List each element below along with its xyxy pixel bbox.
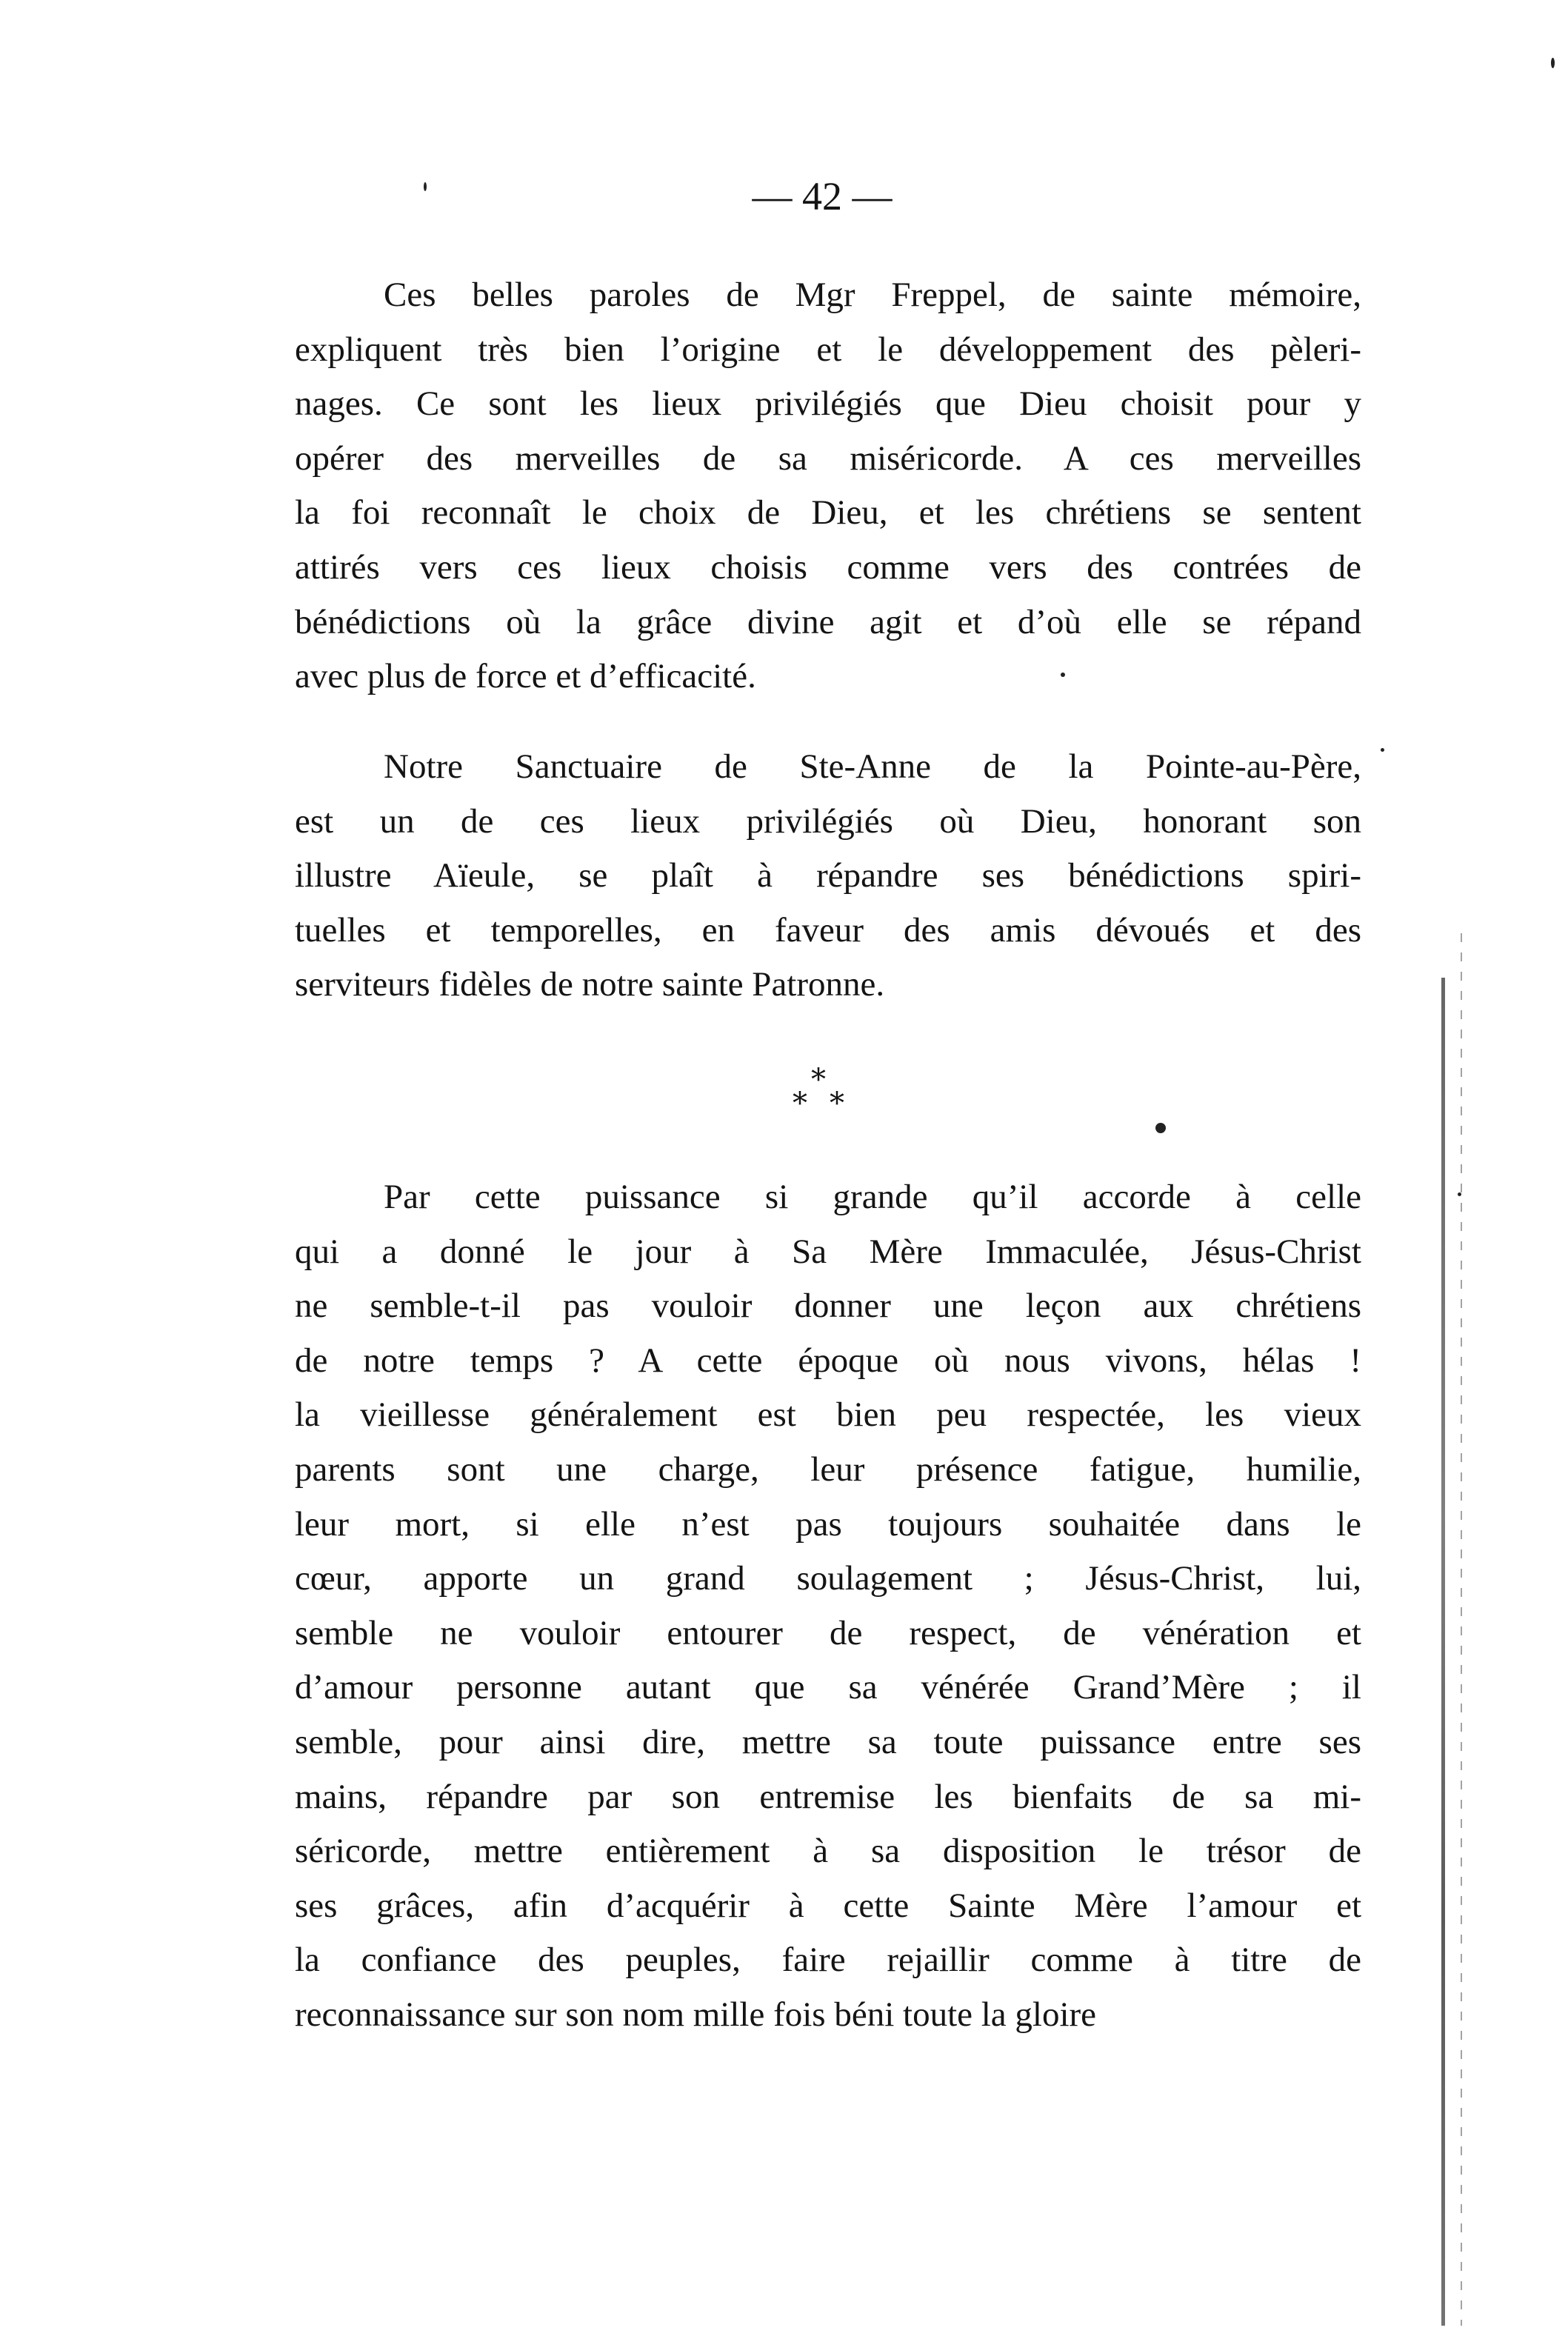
text-line: parents sont une charge, leur présence fatigue, humilie, <box>295 1449 1361 1489</box>
text-line: expliquent très bien l’origine et le développement des pèleri- <box>295 330 1361 369</box>
text-line: d’amour personne autant que sa vénérée Grand’Mère ; il <box>295 1668 1361 1707</box>
text-line: opérer des merveilles de sa miséricorde. A ces merveilles <box>295 438 1361 478</box>
ink-speck <box>1155 1123 1166 1133</box>
text-line: bénédictions où la grâce divine agit et d’où elle se répand <box>295 602 1361 641</box>
ink-speck <box>1061 673 1065 677</box>
text-line: semble ne vouloir entourer de respect, de vénération et <box>295 1613 1361 1652</box>
paragraph-1 <box>295 268 1361 704</box>
text-line: la foi reconnaît le choix de Dieu, et les chrétiens se sentent <box>295 493 1361 533</box>
text-line: Ces belles paroles de Mgr Freppel, de sainte mémoire, <box>384 276 1361 314</box>
asterisk-glyph: * <box>830 1087 844 1121</box>
text-line: attirés vers ces lieux choisis comme vers des contrées de <box>295 547 1361 587</box>
text-line: cœur, apporte un grand soulagement ; Jésus-Christ, lui, <box>295 1559 1361 1598</box>
paragraph-3 <box>295 1170 1361 2043</box>
text-line: la vieillesse généralement est bien peu respectée, les vieux <box>295 1395 1361 1435</box>
asterism-separator <box>763 1059 881 1126</box>
scan-edge-line <box>1441 978 1445 2326</box>
ink-speck <box>1551 58 1555 68</box>
text-line: Par cette puissance si grande qu’il accorde à celle <box>384 1178 1361 1216</box>
scan-edge-line <box>1461 933 1462 2326</box>
text-line: Notre Sanctuaire de Ste-Anne de la Pointe-au-Père, <box>384 747 1361 786</box>
text-line: semble, pour ainsi dire, mettre sa toute puissance entre ses <box>295 1722 1361 1761</box>
text-line: nages. Ce sont les lieux privilégiés que Dieu choisit pour y <box>295 384 1361 424</box>
asterisk-glyph: * <box>811 1063 826 1097</box>
ink-speck <box>1381 748 1384 752</box>
text-line: séricorde, mettre entièrement à sa disposition le trésor de <box>295 1832 1361 1871</box>
text-line: tuelles et temporelles, en faveur des amis dévoués et des <box>295 910 1361 950</box>
text-line: leur mort, si elle n’est pas toujours souhaitée dans le <box>295 1504 1361 1544</box>
text-line: illustre Aïeule, se plaît à répandre ses bénédictions spiri- <box>295 856 1361 895</box>
paragraph-2 <box>295 740 1361 1012</box>
text-line: avec plus de force et d’efficacité. <box>295 657 756 696</box>
text-line: ses grâces, afin d’acquérir à cette Sainte Mère l’amour et <box>295 1886 1361 1925</box>
text-line: mains, répandre par son entremise les bienfaits de sa mi- <box>295 1777 1361 1816</box>
text-line: ne semble-t-il pas vouloir donner une leçon aux chrétiens <box>295 1287 1361 1326</box>
page-number: — 42 — <box>752 174 893 218</box>
text-line: qui a donné le jour à Sa Mère Immaculée, Jésus-Christ <box>295 1232 1361 1271</box>
text-line: la confiance des peuples, faire rejaillir comme à titre de <box>295 1941 1361 1980</box>
ink-speck <box>424 182 427 191</box>
text-line: est un de ces lieux privilégiés où Dieu, honorant son <box>295 801 1361 841</box>
text-line: reconnaissance sur son nom mille fois béni toute la gloire <box>295 1995 1097 2034</box>
text-line: serviteurs fidèles de notre sainte Patronne. <box>295 965 885 1004</box>
asterisk-glyph: * <box>793 1087 807 1121</box>
text-line: de notre temps ? A cette époque où nous vivons, hélas ! <box>295 1341 1361 1380</box>
